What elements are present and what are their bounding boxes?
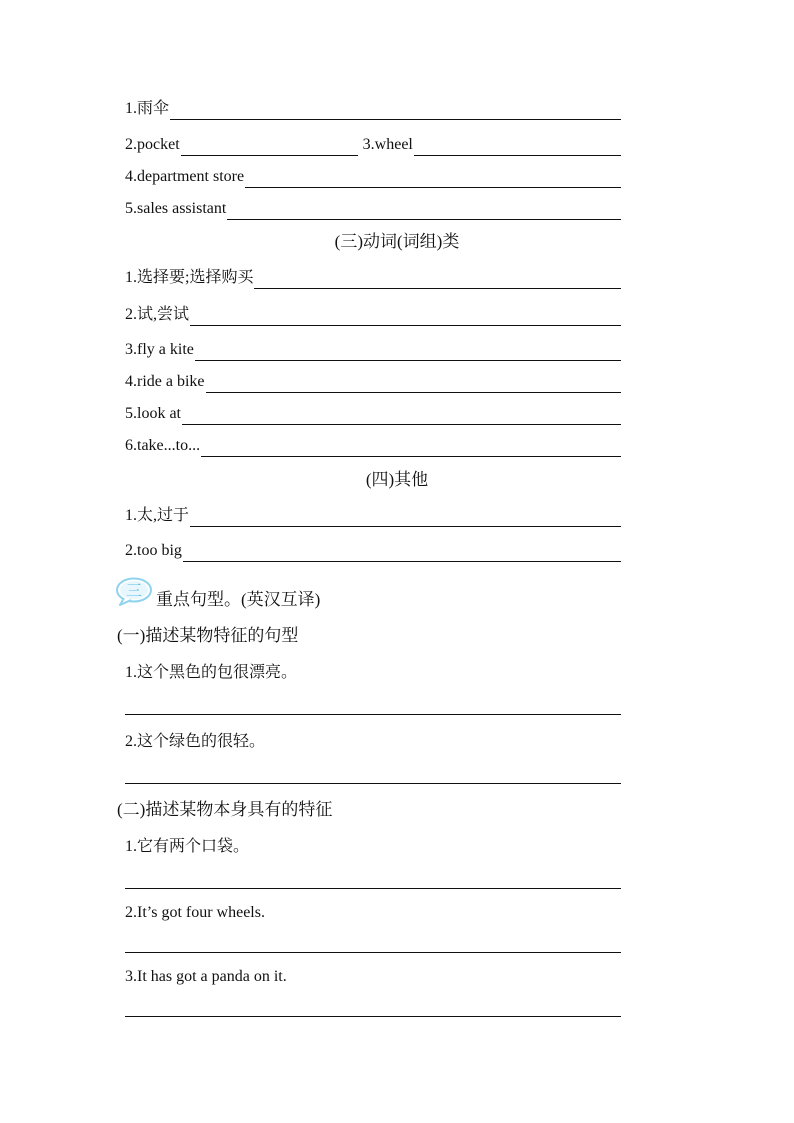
verb-item-6-blank[interactable]	[201, 438, 621, 457]
noun-item-2-blank[interactable]	[181, 137, 358, 156]
noun-item-1	[125, 98, 621, 120]
other-item-2-label: 2.too big	[125, 542, 182, 559]
others-heading: (四)其他	[365, 470, 429, 489]
noun-item-1-label: 1.雨伞	[125, 100, 170, 117]
verb-item-2	[125, 304, 621, 326]
part2-answer-line-3[interactable]	[125, 1016, 621, 1017]
verb-item-6	[125, 435, 621, 457]
verb-item-4-blank[interactable]	[206, 374, 621, 393]
part1-question-2: 2.这个绿色的很轻。	[125, 733, 266, 750]
other-item-2	[125, 540, 621, 562]
part1-title: (一)描述某物特征的句型	[117, 626, 299, 645]
part1-question-1: 1.这个黑色的包很漂亮。	[125, 664, 298, 681]
verb-item-4	[125, 371, 621, 393]
part1-answer-line-2[interactable]	[125, 783, 621, 784]
verb-item-5	[125, 403, 621, 425]
verb-item-4-label: 4.ride a bike	[125, 373, 205, 390]
part2-question-1: 1.它有两个口袋。	[125, 838, 250, 855]
other-item-1	[125, 505, 621, 527]
verbs-heading: (三)动词(词组)类	[334, 232, 460, 251]
part2-answer-line-1[interactable]	[125, 888, 621, 889]
verb-item-3-label: 3.fly a kite	[125, 341, 194, 358]
noun-item-2-label: 2.pocket	[125, 136, 180, 153]
noun-item-4-label: 4.department store	[125, 168, 245, 185]
speech-bubble-icon	[116, 577, 154, 607]
verb-item-3-blank[interactable]	[195, 342, 621, 361]
noun-item-5-label: 5.sales assistant	[125, 200, 227, 217]
part2-answer-line-2[interactable]	[125, 952, 621, 953]
verb-item-3	[125, 339, 621, 361]
noun-item-2-3	[125, 134, 621, 156]
noun-item-1-blank[interactable]	[170, 101, 621, 120]
noun-item-3-label: 3.wheel	[362, 136, 413, 153]
verb-item-1	[125, 267, 621, 289]
verb-item-1-label: 1.选择要;选择购买	[125, 269, 254, 286]
verb-item-5-label: 5.look at	[125, 405, 181, 422]
part2-question-3: 3.It has got a panda on it.	[125, 968, 287, 985]
verb-item-6-label: 6.take...to...	[125, 437, 201, 454]
part2-title: (二)描述某物本身具有的特征	[117, 800, 333, 819]
other-item-2-blank[interactable]	[183, 543, 621, 562]
verb-item-2-blank[interactable]	[190, 307, 621, 326]
badge-char: 三	[125, 581, 143, 600]
verb-item-5-blank[interactable]	[182, 406, 621, 425]
other-item-1-blank[interactable]	[190, 508, 621, 527]
verb-item-2-label: 2.试,尝试	[125, 306, 190, 323]
part2-question-2: 2.It’s got four wheels.	[125, 904, 265, 921]
noun-item-5	[125, 198, 621, 220]
verb-item-1-blank[interactable]	[254, 270, 621, 289]
noun-item-5-blank[interactable]	[227, 201, 621, 220]
part1-answer-line-1[interactable]	[125, 714, 621, 715]
noun-item-4	[125, 166, 621, 188]
section3-title: 重点句型。(英汉互译)	[156, 590, 321, 609]
other-item-1-label: 1.太,过于	[125, 507, 190, 524]
speech-bubble-svg	[116, 577, 154, 607]
noun-item-4-blank[interactable]	[245, 169, 621, 188]
noun-item-3-blank[interactable]	[414, 137, 621, 156]
